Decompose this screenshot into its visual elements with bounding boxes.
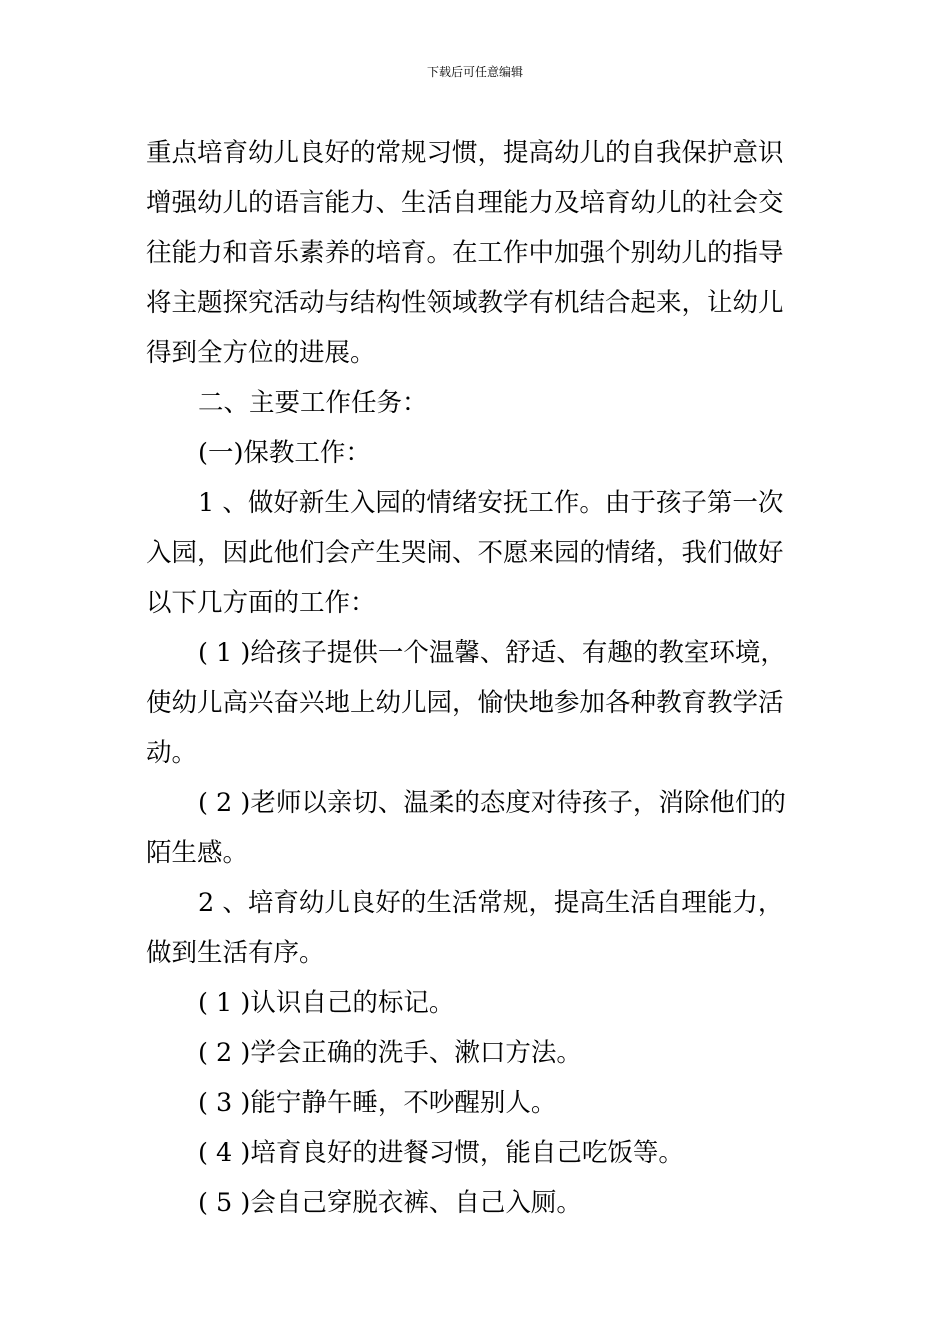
text-line: ( 3 )能宁静午睡，不吵醒别人。: [198, 1088, 557, 1118]
text-line: (一)保教工作：: [198, 438, 371, 468]
text-line: 动。: [146, 738, 198, 768]
text-line: ( 2 )学会正确的洗手、漱口方法。: [198, 1038, 582, 1068]
text-line: 陌生感。: [146, 838, 249, 868]
document-body: [146, 128, 816, 1228]
text-line: 往能力和音乐素养的培育。在工作中加强个别幼儿的指导: [146, 238, 784, 268]
text-line: 重点培育幼儿良好的常规习惯，提高幼儿的自我保护意识: [146, 138, 784, 168]
text-line: 得到全方位的进展。: [146, 338, 376, 368]
text-line: 将主题探究活动与结构性领域教学有机结合起来，让幼儿: [146, 288, 784, 318]
text-line: 2 、培育幼儿良好的生活常规，提高生活自理能力，: [198, 888, 784, 918]
text-line: ( 1 )认识自己的标记。: [198, 988, 455, 1018]
text-line: 增强幼儿的语言能力、生活自理能力及培育幼儿的社会交: [146, 188, 784, 218]
text-line: ( 1 )给孩子提供一个温馨、舒适、有趣的教室环境，: [198, 638, 786, 668]
text-line: ( 5 )会自己穿脱衣裤、自己入厕。: [198, 1188, 582, 1218]
text-line: 以下几方面的工作：: [146, 588, 376, 618]
text-line: 1 、做好新生入园的情绪安抚工作。由于孩子第一次: [198, 488, 784, 518]
text-line: 二、主要工作任务：: [198, 388, 428, 418]
text-line: ( 2 )老师以亲切、温柔的态度对待孩子，消除他们的: [198, 788, 786, 818]
text-line: 做到生活有序。: [146, 938, 325, 968]
text-line: ( 4 )培育良好的进餐习惯，能自己吃饭等。: [198, 1138, 684, 1168]
text-line: 入园，因此他们会产生哭闹、不愿来园的情绪，我们做好: [146, 538, 784, 568]
page-header-note: 下载后可任意编辑: [426, 65, 523, 79]
text-line: 使幼儿高兴奋兴地上幼儿园，愉快地参加各种教育教学活: [146, 688, 784, 718]
